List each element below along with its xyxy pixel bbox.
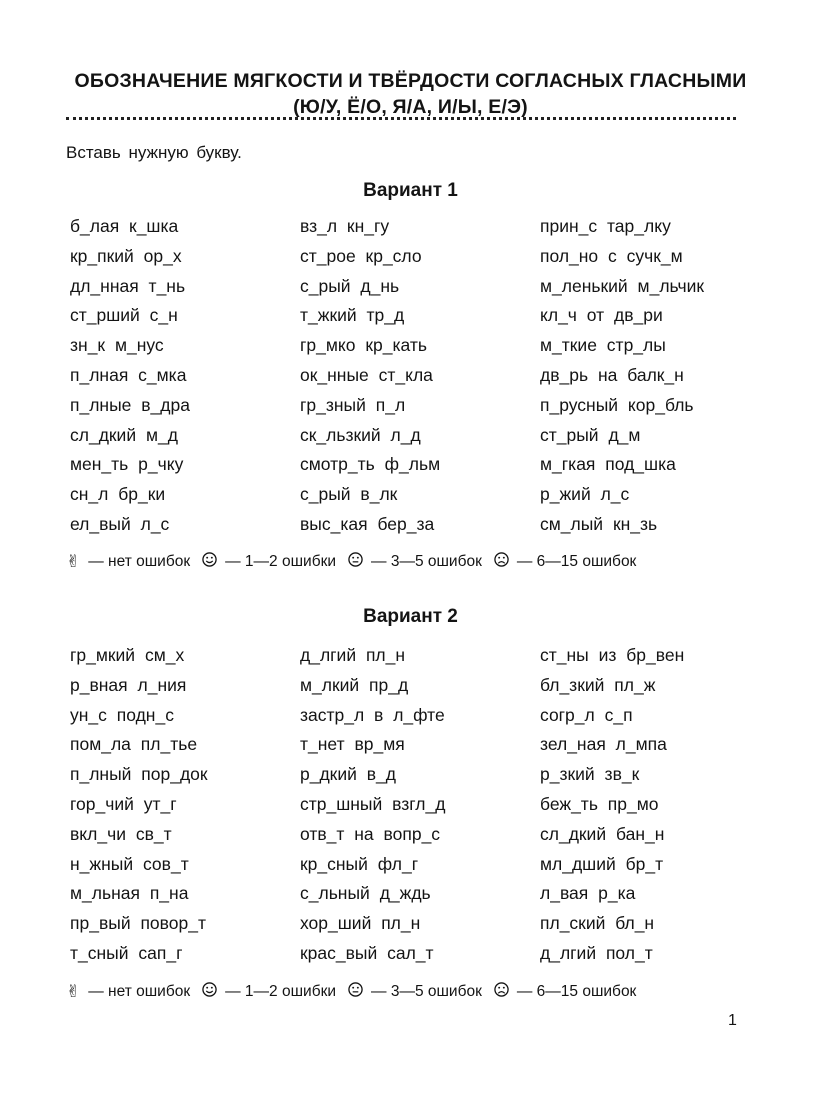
exercise-phrase: ун_с подн_с [70, 704, 174, 725]
exercise-phrase: отв_т на вопр_с [300, 823, 441, 844]
exercise-phrase: кр_пкий ор_х [70, 245, 182, 266]
exercise-phrase: п_лные в_дра [70, 394, 190, 415]
exercise-phrase: б_лая к_шка [70, 216, 179, 236]
exercise-phrase: н_жный сов_т [70, 853, 189, 874]
exercise-phrase: п_русный кор_бль [540, 394, 694, 415]
exercise-phrase: гр_зный п_л [300, 394, 406, 415]
exercise-phrase: ст_рое кр_сло [300, 245, 422, 266]
exercise-phrase: мл_дший бр_т [540, 853, 664, 874]
exercise-phrase: зн_к м_нус [70, 335, 164, 356]
exercise-phrase: смотр_ть ф_льм [300, 454, 441, 475]
exercise-row [70, 671, 770, 701]
exercise-phrase: беж_ть пр_мо [540, 793, 659, 814]
scoring-scale-1 [66, 552, 746, 572]
exercise-phrase: сн_л бр_ки [70, 484, 166, 505]
exercise-row [70, 510, 770, 540]
exercise-phrase: пр_вый повор_т [70, 913, 206, 934]
exercise-phrase: м_льная п_на [70, 883, 189, 904]
scale-6-15-errors: — 6—15 ошибок [516, 553, 637, 570]
exercise-phrase: ок_нные ст_кла [300, 364, 433, 385]
smiling-face-icon [202, 982, 217, 1002]
instruction-text: Вставь нужную букву. [66, 143, 242, 162]
scale-1-2-errors: — 1—2 ошибки [225, 553, 337, 570]
exercise-row [70, 820, 770, 850]
variant-2-exercises [70, 641, 770, 969]
exercise-row [70, 850, 770, 880]
exercise-row [70, 421, 770, 451]
exercise-phrase: мен_ть р_чку [70, 454, 184, 475]
exercise-row [70, 242, 770, 272]
exercise-phrase: м_ткие стр_лы [540, 335, 666, 356]
exercise-phrase: с_льный д_ждь [300, 883, 431, 904]
exercise-phrase: согр_л с_п [540, 704, 633, 725]
exercise-phrase: с_рый д_нь [300, 275, 400, 296]
exercise-row [70, 939, 770, 969]
exercise-row [70, 212, 770, 242]
exercise-phrase: м_ленький м_льчик [540, 275, 705, 296]
exercise-phrase: см_лый кн_зь [540, 513, 658, 534]
exercise-phrase: гр_мко кр_кать [300, 335, 427, 356]
exercise-phrase: крас_вый сал_т [300, 942, 434, 963]
exercise-phrase: ел_вый л_с [70, 513, 170, 534]
smiling-face-icon [202, 552, 217, 572]
exercise-phrase: бл_зкий пл_ж [540, 674, 656, 695]
scoring-scale-2 [66, 982, 746, 1002]
exercise-phrase: р_дкий в_д [300, 764, 396, 785]
sad-face-icon [494, 982, 509, 1002]
exercise-row [70, 730, 770, 760]
exercise-phrase: прин_с тар_лку [540, 216, 671, 236]
exercise-row [70, 480, 770, 510]
variant-1-exercises [70, 212, 770, 540]
exercise-phrase: м_лкий пр_д [300, 674, 409, 695]
exercise-phrase: р_жий л_с [540, 484, 630, 505]
exercise-phrase: дл_нная т_нь [70, 275, 186, 296]
scale-3-5-errors: — 3—5 ошибок [371, 553, 482, 570]
exercise-row [70, 641, 770, 671]
exercise-phrase: ст_рший с_н [70, 305, 178, 326]
exercise-phrase: л_вая р_ка [540, 883, 636, 904]
exercise-phrase: выс_кая бер_за [300, 513, 435, 534]
exercise-phrase: гор_чий ут_г [70, 793, 177, 814]
scale-no-errors: — нет ошибок [88, 553, 191, 570]
exercise-row [70, 701, 770, 731]
exercise-phrase: кл_ч от дв_ри [540, 305, 663, 326]
scale-3-5-errors: — 3—5 ошибок [371, 983, 482, 1000]
exercise-phrase: кр_сный фл_г [300, 853, 419, 874]
variant-2-heading: Вариант 2 [363, 606, 458, 627]
exercise-phrase: д_лгий пол_т [540, 942, 653, 963]
exercise-phrase: т_сный сап_г [70, 942, 183, 963]
exercise-phrase: ст_рый д_м [540, 424, 641, 445]
sad-face-icon [494, 552, 509, 572]
exercise-row [70, 909, 770, 939]
exercise-phrase: застр_л в л_фте [300, 704, 445, 725]
exercise-phrase: пол_но с сучк_м [540, 245, 683, 266]
exercise-phrase: т_жкий тр_д [300, 305, 405, 326]
scale-no-errors: — нет ошибок [88, 983, 191, 1000]
exercise-row [70, 879, 770, 909]
exercise-row [70, 790, 770, 820]
exercise-phrase: ск_льзкий л_д [300, 424, 421, 445]
exercise-phrase: р_вная л_ния [70, 674, 187, 695]
exercise-phrase: сл_дкий м_д [70, 424, 178, 445]
neutral-face-icon [348, 982, 363, 1002]
exercise-phrase: с_рый в_лк [300, 484, 398, 505]
victory-hand-icon: ✌ [66, 982, 81, 1001]
exercise-phrase: хор_ший пл_н [300, 913, 421, 934]
victory-hand-icon: ✌ [66, 552, 81, 571]
page-title: ОБОЗНАЧЕНИЕ МЯГКОСТИ И ТВЁРДОСТИ СОГЛАСНЫХ ГЛАСНЫМИ [74, 70, 747, 92]
page-subtitle: (Ю/У, Ё/О, Я/А, И/Ы, Е/Э) [293, 96, 528, 118]
exercise-phrase: р_зкий зв_к [540, 764, 640, 785]
exercise-phrase: пом_ла пл_тье [70, 734, 198, 755]
exercise-row [70, 361, 770, 391]
exercise-row [70, 450, 770, 480]
neutral-face-icon [348, 552, 363, 572]
exercise-phrase: дв_рь на балк_н [540, 364, 684, 385]
exercise-phrase: вз_л кн_гу [300, 216, 390, 236]
exercise-row [70, 301, 770, 331]
dotted-divider [66, 117, 736, 120]
exercise-row [70, 331, 770, 361]
exercise-phrase: ст_ны из бр_вен [540, 645, 685, 665]
scale-6-15-errors: — 6—15 ошибок [516, 983, 637, 1000]
exercise-phrase: сл_дкий бан_н [540, 823, 665, 844]
exercise-row [70, 760, 770, 790]
exercise-phrase: гр_мкий см_х [70, 645, 185, 665]
scale-1-2-errors: — 1—2 ошибки [225, 983, 337, 1000]
exercise-phrase: д_лгий пл_н [300, 645, 406, 665]
exercise-phrase: п_лный пор_док [70, 764, 208, 785]
page-number: 1 [728, 1012, 737, 1029]
exercise-phrase: м_гкая под_шка [540, 454, 676, 475]
exercise-row [70, 272, 770, 302]
exercise-phrase: стр_шный взгл_д [300, 793, 446, 814]
exercise-row [70, 391, 770, 421]
exercise-phrase: пл_ский бл_н [540, 913, 655, 934]
exercise-phrase: т_нет вр_мя [300, 734, 405, 755]
exercise-phrase: зел_ная л_мпа [540, 734, 667, 755]
exercise-phrase: п_лная с_мка [70, 364, 187, 385]
variant-1-heading: Вариант 1 [363, 180, 458, 201]
exercise-phrase: вкл_чи св_т [70, 823, 172, 844]
